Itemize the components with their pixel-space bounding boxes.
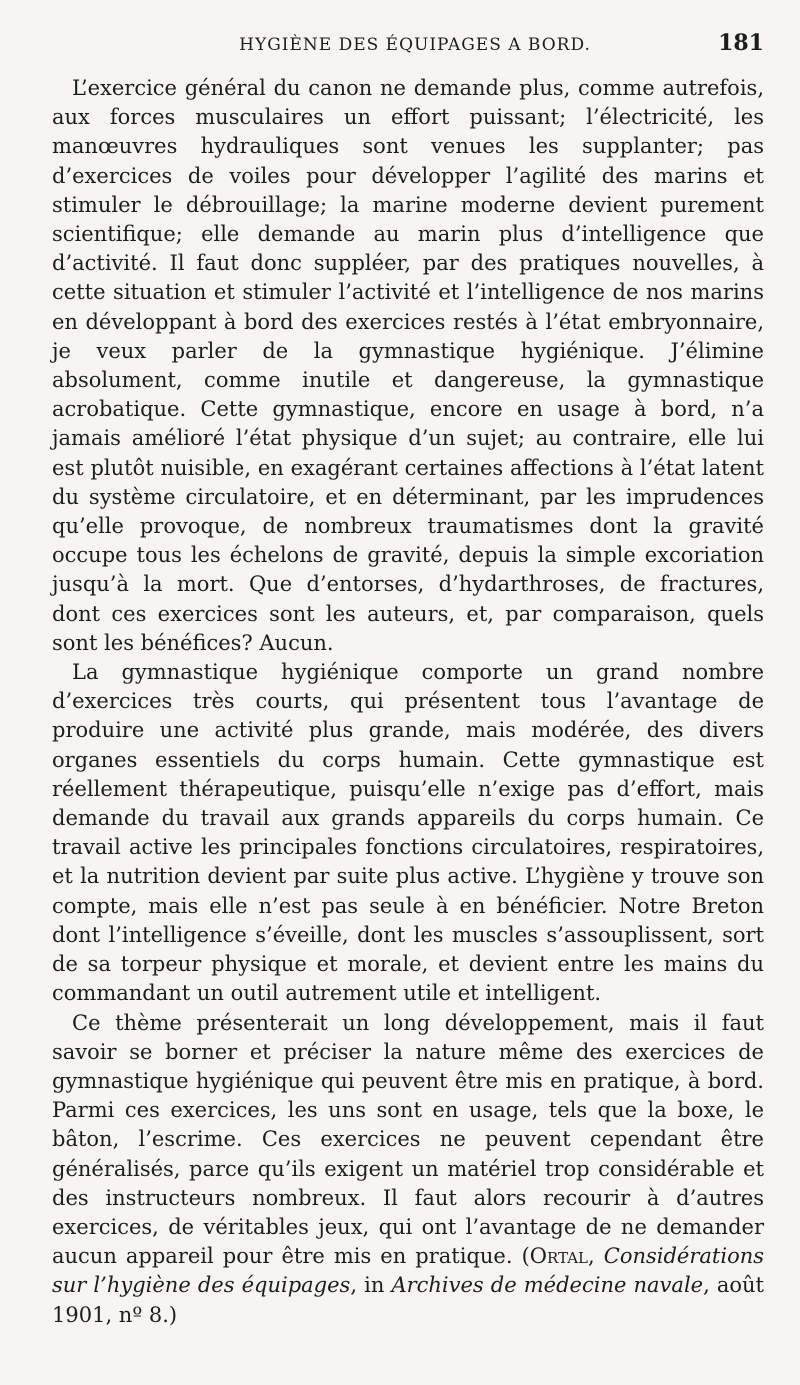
citation-separator: , <box>588 1244 604 1269</box>
citation-in: , in <box>350 1273 392 1298</box>
paragraph-3-text: Ce thème présenterait un long développement, mais il faut savoir se borner et préciser la nature même des exercices de gymnastique hygiénique qui peuvent être mis en pratique, à bord. Parmi ces exercices, les uns sont en usage, tels que la boxe, le bâton, l’escrime. Ces exercices ne peuvent cependant être généralisés, parce qu’ils exigent un matériel trop considérable et des instructeurs nombreux. Il faut alors recourir à d’autres exercices, de véritables jeux, qui ont l’avantage de ne demander aucun appareil pour être mis en pratique. ( <box>52 1010 764 1269</box>
citation-date: , août 1901, nº 8.) <box>52 1273 764 1327</box>
running-header <box>52 30 764 70</box>
running-title: HYGIÈNE DES ÉQUIPAGES A BORD. <box>239 35 591 55</box>
paragraph-1: L’exercice général du canon ne demande plus, comme autrefois, aux forces musculaires un effort puissant; l’électricité, les manœuvres hydrauliques sont venues les supplanter; pas d’exercices de voiles pour développer l’agilité des marins et stimuler le débrouillage; la marine moderne devient purement scientifique; elle demande au marin plus d’intelligence que d’activité. Il faut donc suppléer, par des pratiques nouvelles, à cette situation et stimuler l’activité et l’intelligence de nos marins en développant à bord des exercices restés à l’état embryonnaire, je veux parler de la gymnastique hygiénique. J’élimine absolument, comme inutile et dangereuse, la gymnastique acrobatique. Cette gymnastique, encore en usage à bord, n’a jamais amélioré l’état physique d’un sujet; au contraire, elle lui est plutôt nuisible, en exagérant certaines affections à l’état latent du système circulatoire, et en déterminant, par les imprudences qu’elle provoque, de nombreux traumatismes dont la gravité occupe tous les échelons de gravité, depuis la simple excoriation jusqu’à la mort. Que d’entorses, d’hydarthroses, de fractures, dont ces exercices sont les auteurs, et, par comparaison, quels sont les bénéfices? Aucun. <box>52 76 764 655</box>
citation-journal: Archives de médecine navale <box>391 1273 704 1298</box>
body-text <box>52 74 764 1330</box>
paragraph-2: La gymnastique hygiénique comporte un grand nombre d’exercices très courts, qui présentent tous l’avantage de produire une activité plus grande, mais modérée, des divers organes essentiels du corps humain. Cette gymnastique est réellement thérapeutique, puisqu’elle n’exige pas d’effort, mais demande du travail aux grands appareils du corps humain. Ce travail active les principales fonctions circulatoires, respiratoires, et la nutrition devient par suite plus active. L’hygiène y trouve son compte, mais elle n’est pas seule à en bénéficier. Notre Breton dont l’intelligence s’éveille, dont les muscles s’assouplissent, sort de sa torpeur physique et morale, et devient entre les mains du commandant un outil autrement utile et intelligent. <box>52 660 764 1006</box>
page-number: 181 <box>718 30 764 56</box>
citation-work-title: Considérations sur l’hygiène des équipages <box>52 1244 765 1298</box>
paragraph-3 <box>52 1009 764 1330</box>
citation-author: Ortal <box>529 1244 589 1269</box>
